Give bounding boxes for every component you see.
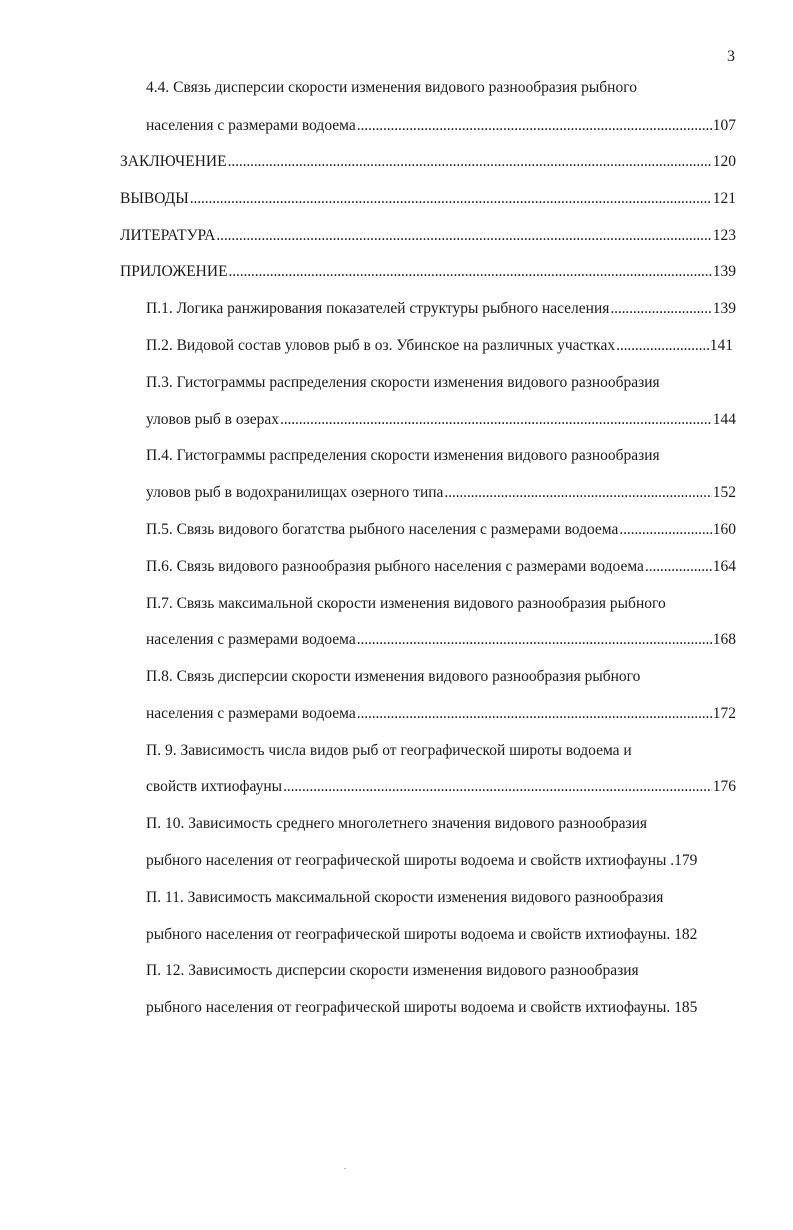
toc-entry-text: П. 12. Зависимость дисперсии скорости изменения видового разнообразия <box>146 962 639 979</box>
dot-leader <box>645 557 712 577</box>
toc-entry-p4-line1 <box>146 446 660 466</box>
toc-entry-literature <box>120 226 736 246</box>
toc-entry-appendix <box>120 262 736 282</box>
toc-entry-p12-line1 <box>146 961 639 981</box>
toc-page-number: 168 <box>712 631 736 648</box>
toc-entry-p6 <box>146 557 736 577</box>
toc-entry-conclusion <box>120 152 736 172</box>
toc-entry-text: населения с размерами водоема <box>146 631 356 648</box>
dot-leader <box>229 262 712 282</box>
toc-entry-findings <box>120 189 736 209</box>
scan-speck <box>344 1168 346 1169</box>
toc-entry-p4-line2 <box>146 483 736 503</box>
toc-page-number: 107 <box>712 117 736 134</box>
toc-entry-text: П.8. Связь дисперсии скорости изменения видового разнообразия рыбного <box>146 668 641 685</box>
dot-leader <box>610 299 711 319</box>
toc-entry-p8-line1 <box>146 667 640 687</box>
toc-page-number: 139 <box>712 300 736 317</box>
toc-entry-p8-line2 <box>146 704 736 724</box>
toc-entry-p2 <box>146 336 733 356</box>
toc-entry-text: населения с размерами водоема <box>146 117 356 134</box>
dot-leader <box>228 152 712 172</box>
toc-entry-text: П.3. Гистограммы распределения скорости изменения видового разнообразия <box>146 374 660 391</box>
toc-page-number: 144 <box>712 411 736 428</box>
dot-leader <box>444 483 711 503</box>
toc-entry-p3-line2 <box>146 410 736 430</box>
dot-leader <box>357 630 712 650</box>
toc-page-number: 164 <box>712 558 736 575</box>
dot-leader <box>280 410 712 430</box>
toc-page-number: 121 <box>712 190 736 207</box>
toc-entry-text: П.4. Гистограммы распределения скорости изменения видового разнообразия <box>146 447 660 464</box>
toc-entry-p1 <box>146 299 736 319</box>
toc-entry-text: П.1. Логика ранжирования показателей структуры рыбного населения <box>146 300 610 317</box>
toc-entry-4-4-line2 <box>146 116 736 136</box>
toc-entry-text: П. 9. Зависимость числа видов рыб от географической широты водоема и <box>146 742 632 759</box>
toc-entry-p12-line2 <box>146 998 697 1018</box>
toc-entry-text: 4.4. Связь дисперсии скорости изменения видового разнообразия рыбного <box>146 79 637 96</box>
toc-entry-p11-line1 <box>146 888 663 908</box>
toc-entry-text: ЗАКЛЮЧЕНИЕ <box>120 153 227 170</box>
toc-page-number: 123 <box>712 227 736 244</box>
toc-entry-text: ПРИЛОЖЕНИЕ <box>120 263 228 280</box>
toc-entry-text: П. 11. Зависимость максимальной скорости изменения видового разнообразия <box>146 889 664 906</box>
dot-leader <box>190 189 712 209</box>
toc-page-number: 152 <box>712 484 736 501</box>
toc-page-number: 139 <box>712 263 736 280</box>
toc-entry-p10-line2 <box>146 851 697 871</box>
toc-entry-p9-line2 <box>146 777 736 797</box>
toc-entry-text: П.7. Связь максимальной скорости изменения видового разнообразия рыбного <box>146 595 666 612</box>
toc-entry-p3-line1 <box>146 373 660 393</box>
dot-leader <box>357 116 712 136</box>
toc-page-number: 176 <box>712 778 736 795</box>
toc-entry-p7-line2 <box>146 630 736 650</box>
toc-entry-4-4-line1 <box>146 78 637 98</box>
toc-entry-text: уловов рыб в озерах <box>146 411 279 428</box>
dot-leader <box>283 777 712 797</box>
toc-entry-p9-line1 <box>146 741 632 761</box>
toc-page-number: 172 <box>712 705 736 722</box>
toc-page-number: 120 <box>712 153 736 170</box>
dot-leader <box>216 226 711 246</box>
toc-entry-text: П. 10. Зависимость среднего многолетнего значения видового разнообразия <box>146 815 648 832</box>
toc-page-number: 141 <box>709 337 733 354</box>
dot-leader <box>619 520 711 540</box>
toc-entry-text: П.6. Связь видового разнообразия рыбного населения с размерами водоема <box>146 558 644 575</box>
toc-entry-text: П.2. Видовой состав уловов рыб в оз. Убинское на различных участках <box>146 337 616 354</box>
toc-entry-text: рыбного населения от географической широты водоема и свойств ихтиофауны. 182 <box>146 926 698 943</box>
page-number: 3 <box>727 48 735 65</box>
toc-entry-text: ЛИТЕРАТУРА <box>120 227 216 244</box>
toc-entry-text: свойств ихтиофауны <box>146 778 283 795</box>
toc-entry-text: населения с размерами водоема <box>146 705 356 722</box>
toc-entry-text: рыбного населения от географической широты водоема и свойств ихтиофауны .179 <box>146 852 698 869</box>
toc-entry-text: ВЫВОДЫ <box>120 190 189 207</box>
toc-entry-text: П.5. Связь видового богатства рыбного населения с размерами водоема <box>146 521 619 538</box>
toc-entry-p5 <box>146 520 736 540</box>
toc-entry-p11-line2 <box>146 925 697 945</box>
toc-entry-text: рыбного населения от географической широты водоема и свойств ихтиофауны. 185 <box>146 999 698 1016</box>
toc-entry-p10-line1 <box>146 814 647 834</box>
toc-page-number: 160 <box>712 521 736 538</box>
dot-leader <box>357 704 712 724</box>
toc-entry-text: уловов рыб в водохранилищах озерного типа <box>146 484 444 501</box>
dot-leader <box>616 336 709 356</box>
toc-entry-p7-line1 <box>146 594 666 614</box>
